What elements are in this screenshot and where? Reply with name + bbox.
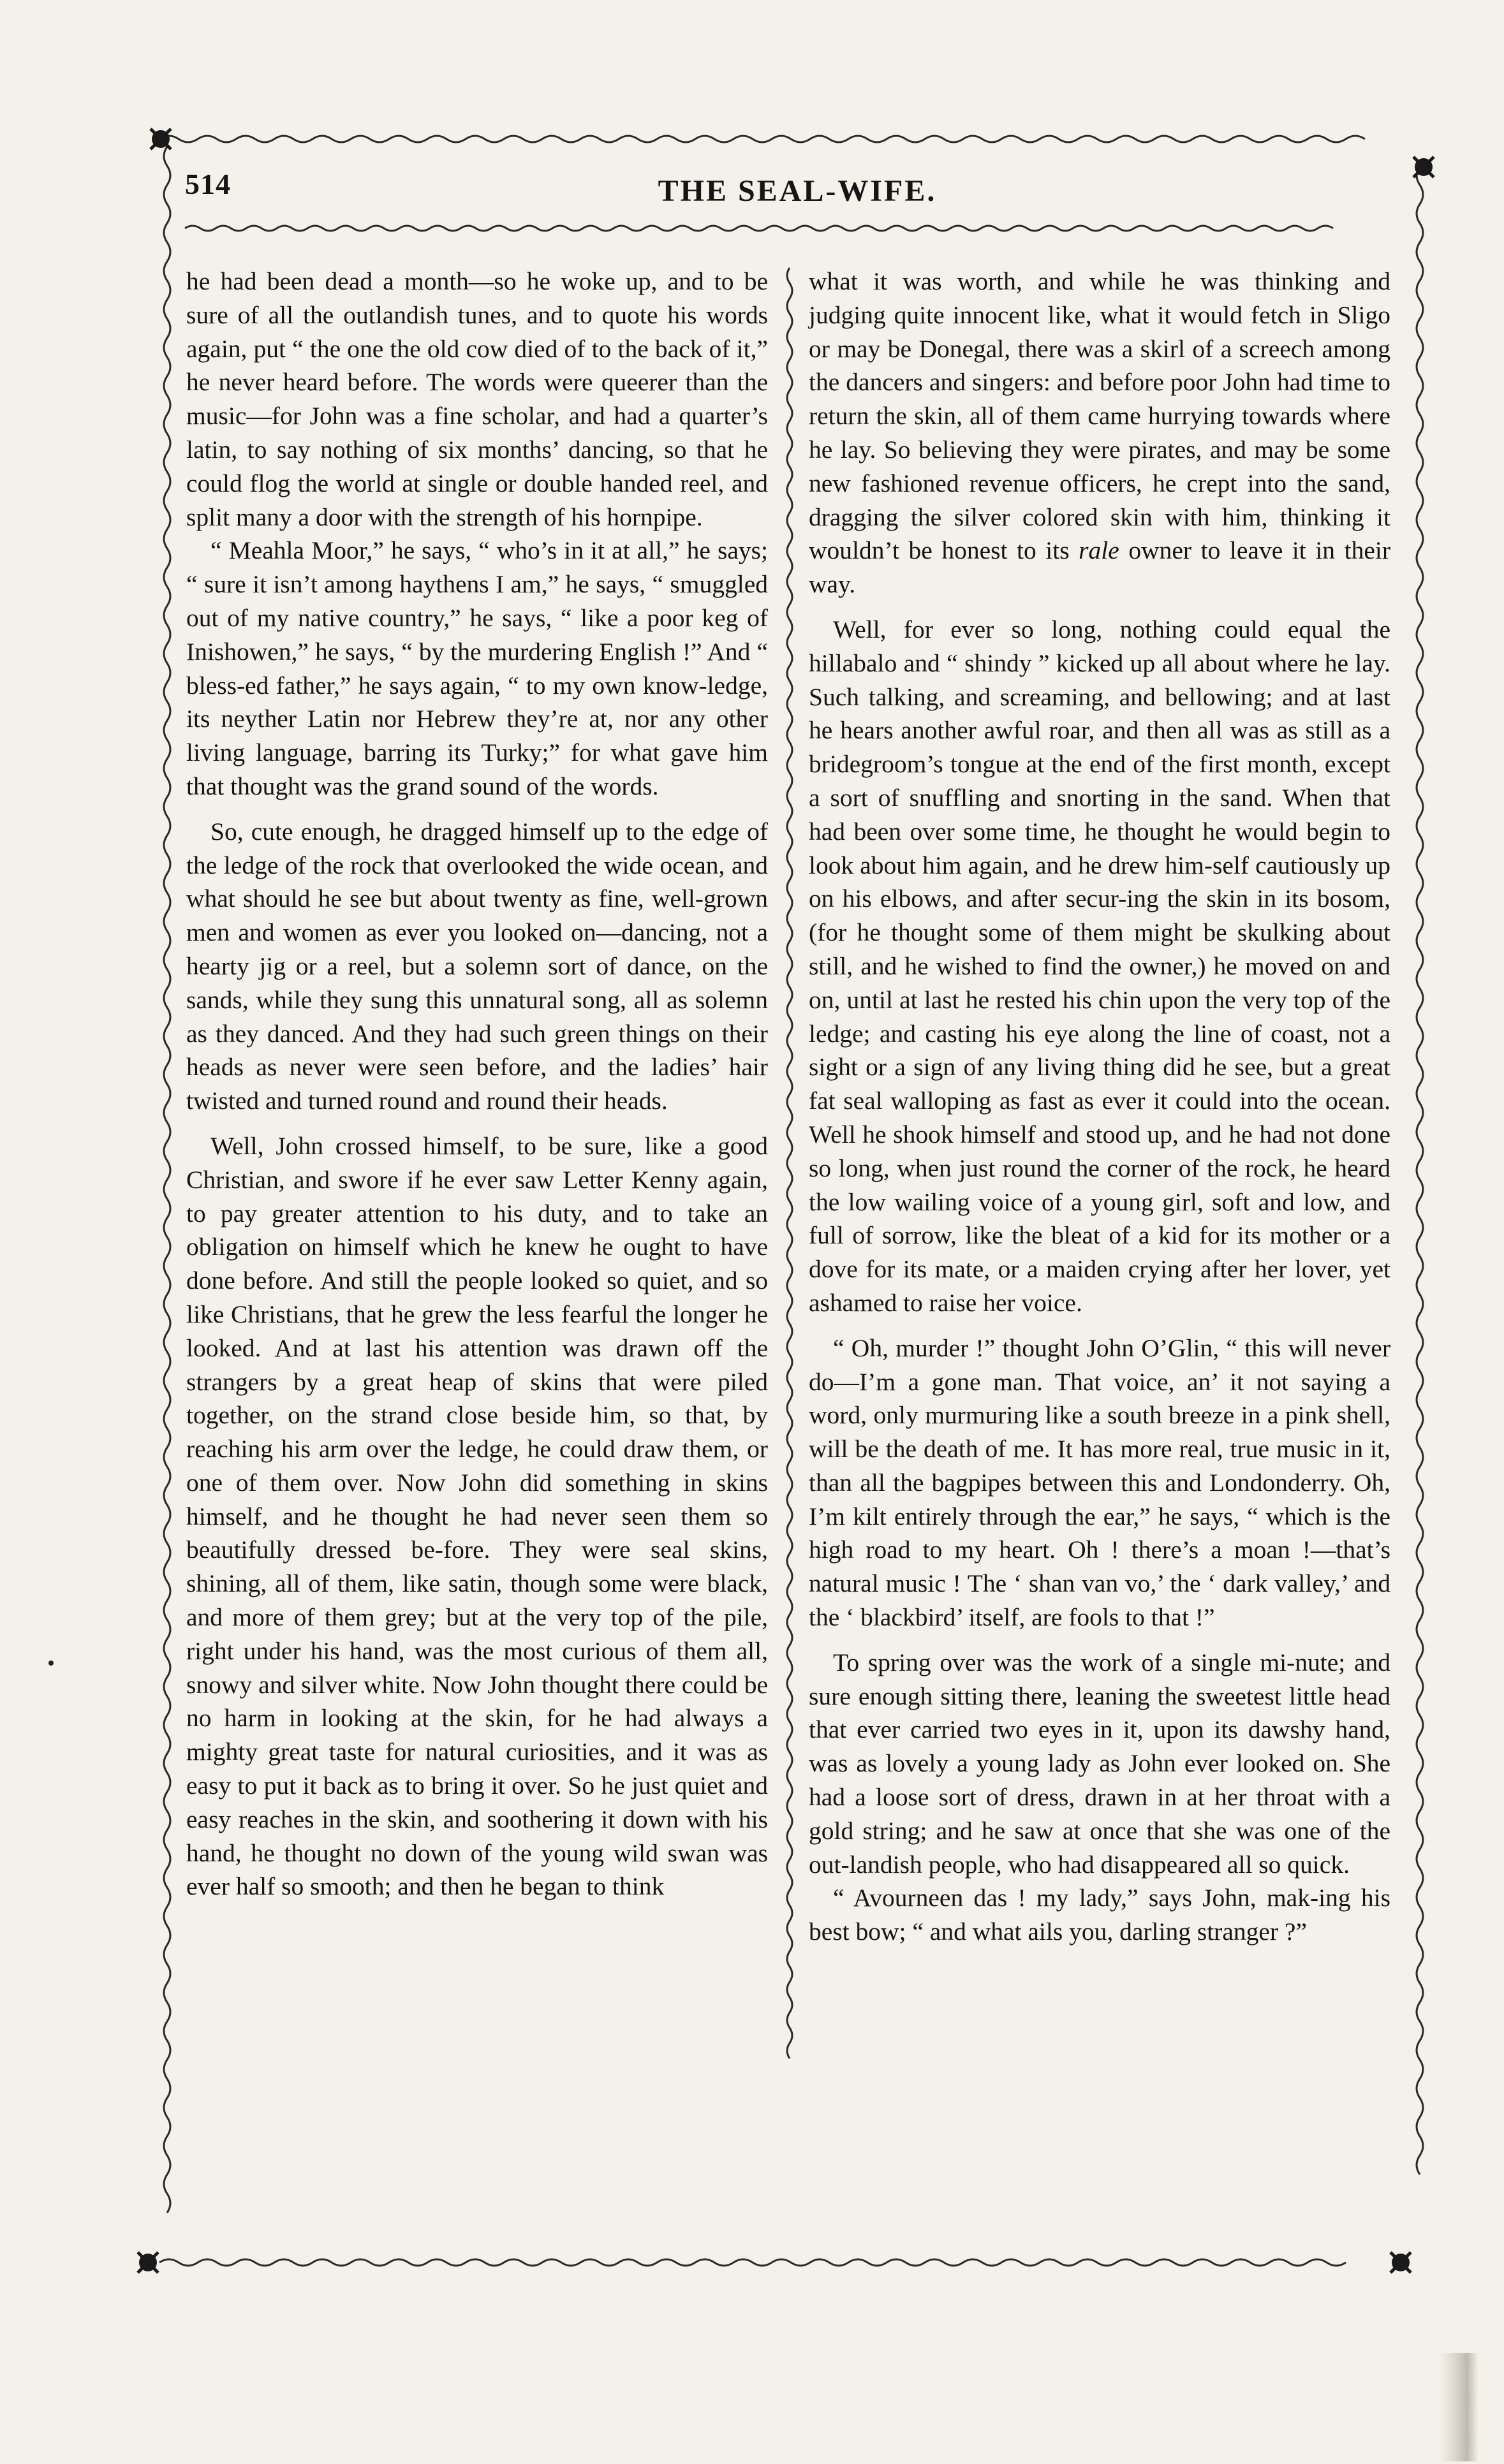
- paragraph: “ Oh, murder !” thought John O’Glin, “ this will never do—I’m a gone man. That voice, an’ it not saying a word, only murmuring like a south breeze in a pink shell, will be the death of me. It has more real, true music in it, than all the bagpipes between this and Londonderry. Oh, I’m kilt entirely through the ear,” he says, “ which is the high road to my heart. Oh ! there’s a moan !—that’s natural music ! The ‘ shan van vo,’ the ‘ dark valley,’ and the ‘ blackbird’ itself, are fools to that !”: [809, 1333, 1390, 1632]
- paragraph: So, cute enough, he dragged himself up to the edge of the ledge of the rock that overlooked the wide ocean, and what should he see but about twenty as fine, well-grown men and women as ever you looked on—dancing, not a hearty jig or a reel, but a solemn sort of dance, on the sands, while they sung this unnatural song, all as solemn as they danced. And they had such green things on their heads as never were seen before, and the ladies’ hair twisted and turned round and round their heads.: [186, 817, 768, 1115]
- paragraph: he had been dead a month—so he woke up, and to be sure of all the outlandish tunes, and to quote his words again, put “ the one the old cow died of to the back of it,” he never heard before. The words were queerer than the music—for John was a fine scholar, and had a quarter’s latin, to say nothing of six months’ dancing, so that he could flog the world at single or double handed reel, and split many a door with the strength of his hornpipe.: [186, 267, 768, 531]
- paragraph: Well, for ever so long, nothing could equal the hillabalo and “ shindy ” kicked up all about where he lay. Such talking, and screaming, and bellowing; and at last he hears another awful roar, and then all was as still as a bridegroom’s tongue at the end of the first month, except a sort of snuffling and snorting in the sand. When that had been over some time, he thought he would begin to look about him again, and he drew him-self cautiously up on his elbows, and after secur-ing the skin in its bosom, (for he thought some of them might be skulking about still, and he wished to find the owner,) he moved on and on, until at last he rested his chin upon the very top of the ledge; and casting his eye along the line of coast, not a sight or a sign of any living thing did he see, but a great fat seal walloping as fast as ever it could into the ocean. Well he shook himself and stood up, and he had not done so long, when just round the corner of the rock, he heard the low wailing voice of a young girl, soft and low, and full of sorrow, like the bleat of a kid for its mother or a dove for its mate, or a maiden crying after her lover, yet ashamed to raise her voice.: [809, 615, 1390, 1317]
- paragraph: Well, John crossed himself, to be sure, like a good Christian, and swore if he ever saw Letter Kenny again, to pay greater attention to his duty, and to take an obligation on himself which he knew he ought to have done before. And still the people looked so quiet, and so like Christians, that he grew the less fearful the longer he looked. And at last his attention was drawn off the strangers by a great heap of skins that were piled together, on the strand close beside him, so that, by reaching his arm over the ledge, he could draw them, or one of them over. Now John did something in skins himself, and he thought he had never seen them so beautifully dressed be-fore. They were seal skins, shining, all of them, like satin, though some were black, and more of them grey; but at the very top of the pile, right under his hand, was the most curious of them all, snowy and silver white. Now John thought there could be no harm in looking at the skin, for he had always a mighty great taste for natural curiosities, and it was as easy to put it back as to bring it over. So he just quiet and easy reaches in the skin, and soothering it down with his hand, he thought no down of the young wild swan was ever half so smooth; and then he began to think: [186, 1131, 768, 1901]
- running-title: THE SEAL-WIFE.: [658, 174, 937, 208]
- right-column: [809, 265, 1390, 2216]
- paragraph: To spring over was the work of a single mi-nute; and sure enough sitting there, leaning the sweetest little head that ever carried two eyes in it, upon its dawshy hand, was as lovely a young lady as John ever looked on. She had a loose sort of dress, drawn in at her throat with a gold string; and he saw at once that she was one of the out-landish people, who had disappeared all so quick.: [809, 1648, 1390, 1879]
- paragraph: “ Avourneen das ! my lady,” says John, mak-ing his best bow; “ and what ails you, darling stranger ?”: [809, 1884, 1390, 1946]
- italic-word: rale: [1079, 536, 1119, 565]
- page-number: 514: [185, 168, 231, 200]
- text-run: owner to leave it in their way.: [809, 536, 1390, 599]
- text-run: what it was worth, and while he was thinking and judging quite innocent like, what it would fetch in Sligo or may be Donegal, there was a skirl of a screech among the dancers and singers: and before poor John had time to return the skin, all of them came hurrying towards where he lay. So believing they were pirates, and may be some new fashioned revenue officers, he crept into the sand, dragging the silver colored skin with him, thinking it wouldn’t be honest to its: [809, 267, 1390, 565]
- ink-speck: [48, 1661, 54, 1666]
- page-header: [179, 167, 1416, 224]
- paragraph: “ Meahla Moor,” he says, “ who’s in it at all,” he says; “ sure it isn’t among haythens I am,” he says, “ smuggled out of my native country,” he says, “ like a poor keg of Inishowen,” he says, “ by the murdering English !” And “ bless-ed father,” he says again, “ to my own know-ledge, its neyther Latin nor Hebrew they’re at, nor any other living language, barring its Turky;” for what gave him that thought was the grand sound of the words.: [186, 536, 768, 800]
- page-edge-stain: [1440, 2353, 1478, 2461]
- left-column: [186, 265, 768, 2216]
- paragraph: [809, 265, 1390, 601]
